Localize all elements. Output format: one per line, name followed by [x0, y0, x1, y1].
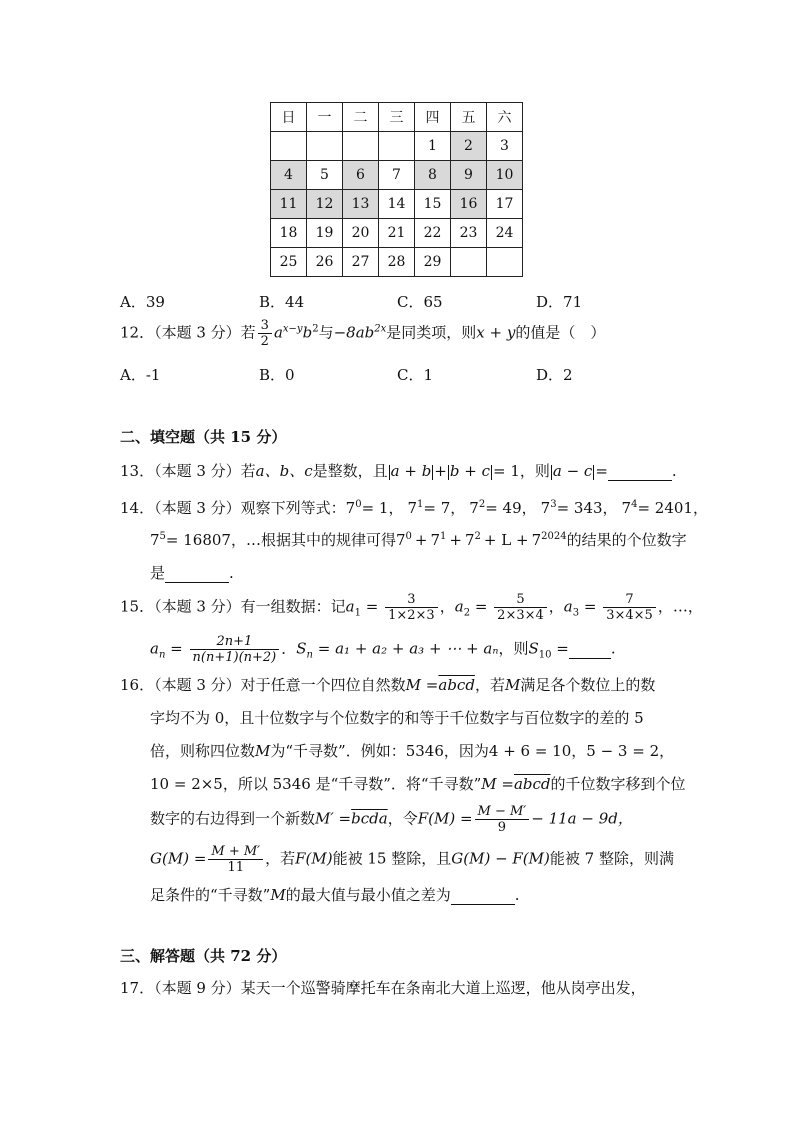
calendar-day-cell: 6 [343, 161, 379, 190]
q12-option-c: C．1 [397, 366, 434, 384]
q15-a3: a [563, 597, 573, 616]
calendar-weekday-header: 六 [487, 103, 523, 132]
calendar-day-cell: 27 [343, 248, 379, 277]
q16-l3-M: M [255, 742, 271, 760]
q16-l5-frac [475, 804, 530, 835]
q15-a1-num: 3 [385, 592, 438, 608]
q16-l3b: 为“千寻数”．例如：5346，因为 [270, 742, 489, 760]
calendar-day-cell: 15 [415, 190, 451, 219]
q11-option-b: B．44 [259, 293, 305, 311]
q15-a2-den: 2×3×4 [497, 608, 544, 623]
calendar-day-cell: 25 [271, 248, 307, 277]
calendar-header-row [271, 103, 523, 132]
q16-l6b: 能被 15 整除，且 [332, 849, 452, 868]
q12-suffix2: 的值是（ ） [515, 323, 606, 342]
q14-sum-base: 7 [430, 531, 441, 549]
q16-l6a: ，若 [265, 849, 296, 868]
q15-line2: $a_n$ = $\frac{2n+1}{n(n+1)(n+2)}$ ．$S_n = a_1 + a_2 + a_3$ + ⋯ + aₙ，则$S_{10}$ = . [150, 634, 616, 665]
q14-text: …根据其中的规律可得 [245, 531, 396, 549]
q15-a3-sub: 3 [572, 607, 580, 619]
q16-l4-e: 10 = 2×5 [150, 775, 223, 793]
q14-sum-exp: 2 [474, 531, 481, 542]
q14-sum-operator: + [449, 531, 462, 549]
q16-line1 [120, 674, 655, 695]
q16-line2: 字均不为 0，且十位数字与个位数字的和等于千位数字与百位数字的差的 5 [150, 709, 644, 727]
q14-sum-operator: + L + [483, 531, 529, 549]
calendar-weekday-header: 五 [451, 103, 487, 132]
q16-l5b: ，令 [387, 809, 418, 828]
q15-an-den: n(n+1)(n+2) [192, 650, 277, 665]
q16-l6c: 能被 7 整除，则满 [549, 849, 674, 868]
q12-term2: −8ab [333, 323, 375, 342]
calendar-weekday-header: 日 [271, 103, 307, 132]
q15-an-num: 2n+1 [190, 634, 280, 650]
calendar-day-cell: 19 [307, 219, 343, 248]
calendar-day-cell [307, 132, 343, 161]
q16-l4-M: M = [481, 775, 514, 793]
calendar-day-cell: 17 [487, 190, 523, 219]
calendar-day-cell: 18 [271, 219, 307, 248]
calendar-day-cell: 29 [415, 248, 451, 277]
calendar-weekday-header: 二 [343, 103, 379, 132]
calendar-day-cell: 22 [415, 219, 451, 248]
calendar-week-row [271, 190, 523, 219]
q12-prefix: 12．（本题 3 分）若 [120, 323, 256, 342]
q14-line2-end: 的结果的个位数字 [566, 531, 687, 549]
q14-sum-exp: 2024 [541, 531, 567, 542]
q16-l5-tail: − 11a − 9d， [531, 809, 633, 828]
q14-line3 [150, 562, 234, 583]
q16-line7 [150, 884, 520, 905]
calendar-day-cell [343, 132, 379, 161]
q12-mid: 与 [318, 323, 334, 342]
q14-eq-exp: 2 [478, 499, 486, 510]
q13-plus: + [434, 462, 447, 480]
q12-option-a: A．-1 [120, 366, 161, 384]
q15-a2: a [454, 597, 464, 616]
q16-l5a: 数字的右边得到一个新数 [150, 809, 316, 828]
calendar-day-cell [451, 248, 487, 277]
q13-eq1: = 1，则 [492, 462, 550, 480]
q14-equations [346, 499, 712, 517]
q12-term1-exp: x−y [282, 323, 303, 335]
calendar-day-cell: 11 [271, 190, 307, 219]
q16-l6-GF: G(M) − F(M) [451, 849, 550, 868]
q12-term2-exp: 2x [374, 323, 387, 335]
q17-stem: 17．（本题 9 分）某天一个巡警骑摩托车在条南北大道上巡逻，他从岗亭出发， [120, 979, 646, 997]
q15-prefix: 15．（本题 3 分）有一组数据：记 [120, 597, 346, 616]
q16-l5-F: F(M) = [417, 809, 473, 828]
q14-answer-blank[interactable] [165, 564, 229, 583]
calendar-week-row [271, 132, 523, 161]
q12-fraction [258, 318, 272, 349]
q12-expr: x + y [476, 323, 516, 342]
q14-line2 [150, 529, 687, 550]
q12-option-b: B．0 [259, 366, 295, 384]
calendar-weekday-header: 三 [379, 103, 415, 132]
q15-sn-rhs: = a₁ + a₂ + a₃ + ⋯ + aₙ [317, 639, 499, 658]
q14-prefix: 14．（本题 3 分）观察下列等式： [120, 499, 346, 517]
calendar-day-cell [487, 248, 523, 277]
q12-term1-b: b [302, 323, 313, 342]
calendar-week-row [271, 219, 523, 248]
q15-then: ，则 [498, 639, 529, 658]
q14-sum-operator: + [414, 531, 428, 549]
q16-l6-den: 11 [227, 860, 245, 875]
q14-line3-text: 是 [150, 564, 166, 582]
q13-end: . [671, 462, 677, 480]
q16-l1a: 16．（本题 3 分）对于任意一个四位自然数 [120, 676, 406, 694]
q16-l4a: ，所以 5346 是“千寻数”．将“千寻数” [222, 775, 482, 793]
calendar-day-cell: 7 [379, 161, 415, 190]
q16-answer-blank[interactable] [451, 886, 515, 905]
q13-vars: a、b、c [255, 462, 313, 480]
calendar-day-cell: 20 [343, 219, 379, 248]
q12-term1: a [273, 323, 283, 342]
calendar-week-row [271, 248, 523, 277]
q14-eq-base: 7 [407, 499, 418, 517]
q13-eq2: = [595, 462, 608, 480]
q16-l4b: 的千位数字移到个位 [550, 775, 686, 793]
q12-stem [120, 318, 605, 349]
q15-an: a [150, 639, 159, 658]
calendar-day-cell: 5 [307, 161, 343, 190]
q15-a3-frac [603, 592, 656, 623]
calendar-table [270, 102, 523, 277]
q15-an-frac [190, 634, 280, 665]
calendar-weekday-header: 四 [415, 103, 451, 132]
q16-line3 [150, 740, 674, 761]
q14-eq-exp: 3 [550, 499, 557, 510]
q14-eq-base: 7 [621, 499, 632, 517]
q13-stem [120, 460, 677, 481]
q14-sum-base: 7 [531, 531, 542, 549]
q14-eq-exp: 0 [355, 499, 362, 510]
q16-l6-F: F(M) [295, 849, 333, 868]
q11-option-a: A．39 [120, 293, 165, 311]
q16-l6-G: G(M) = [150, 849, 207, 868]
calendar-day-cell: 28 [379, 248, 415, 277]
q12-suffix1: 是同类项，则 [386, 323, 477, 342]
q15-a2-frac [494, 592, 547, 623]
calendar-day-cell: 10 [487, 161, 523, 190]
q15-an-sub: n [158, 649, 166, 661]
q15-answer-blank[interactable] [569, 640, 611, 659]
calendar-day-cell: 24 [487, 219, 523, 248]
q15-a1-frac [385, 592, 438, 623]
abs-bar [448, 465, 449, 480]
abs-bar [551, 465, 552, 480]
calendar-weekday-header: 一 [307, 103, 343, 132]
q16-l1b: ，若 [474, 676, 505, 694]
q11-option-c: C．65 [397, 293, 443, 311]
calendar-day-cell: 16 [451, 190, 487, 219]
calendar-day-cell: 3 [487, 132, 523, 161]
q12-option-d: D．2 [536, 366, 573, 384]
q14-eq5-result: = 16807， [165, 531, 246, 549]
q15-a1-den: 1×2×3 [388, 608, 435, 623]
section-2-heading: 二、填空题（共 15 分） [120, 428, 287, 446]
q14-sum-base: 7 [396, 531, 406, 549]
q12-term1-b-exp: 2 [312, 323, 319, 335]
q16-l3-e1: 4 + 6 = 10 [488, 742, 572, 760]
q14-sum-exp: 0 [405, 531, 412, 542]
q13-expr3: a − c [552, 462, 593, 480]
q14-sum-expression [396, 531, 567, 549]
q14-line1 [120, 497, 712, 518]
q13-prefix: 13．（本题 3 分）若 [120, 462, 256, 480]
q16-l1-M: M = [405, 676, 439, 694]
q14-eq-base: 7 [345, 499, 356, 517]
calendar-day-cell: 14 [379, 190, 415, 219]
q16-l5-bcda: bcda [351, 809, 388, 828]
q14-eq-base: 7 [540, 499, 551, 517]
q12-frac-num: 3 [258, 318, 272, 334]
q16-l7-end: . [514, 886, 520, 904]
calendar-day-cell: 2 [451, 132, 487, 161]
calendar-day-cell: 4 [271, 161, 307, 190]
q15-s10-sub: 10 [538, 649, 552, 661]
q16-line6 [150, 844, 674, 875]
q14-eq-exp: 1 [417, 499, 424, 510]
q15-line1: 15．（本题 3 分）有一组数据：记$a_1$ = $\frac{3}{1\times 2\times 3}$ ，$a_2$ = $\frac{5}{2\times 3\times 4}$ ，$a_3$ = $\frac{7}{3\times 4\times 5}$ ，…， [120, 592, 703, 623]
q14-eq-result: = 343， [556, 499, 618, 517]
abs-bar [389, 465, 390, 480]
q15-end: . [610, 639, 616, 658]
section-3-heading: 三、解答题（共 72 分） [120, 947, 287, 965]
calendar-week-row [271, 161, 523, 190]
q15-dots: ，…， [657, 597, 703, 616]
q16-l3a: 倍，则称四位数 [150, 742, 256, 760]
calendar-day-cell: 9 [451, 161, 487, 190]
q15-a3-num: 7 [603, 592, 656, 608]
q14-eq-base: 7 [469, 499, 479, 517]
q13-mid: 是整数，且 [312, 462, 388, 480]
calendar-day-cell: 26 [307, 248, 343, 277]
calendar-day-cell [379, 132, 415, 161]
q16-l1-abcd: abcd [438, 676, 475, 694]
q16-l4-abcd: abcd [513, 775, 551, 793]
q12-frac-den: 2 [260, 334, 269, 349]
q11-option-d: D．71 [536, 293, 583, 311]
q16-l5-Mprime: M′ = [315, 809, 352, 828]
q14-eq-result: = 7， [423, 499, 466, 517]
q16-l5-num: M − M′ [475, 804, 530, 820]
q14-eq-exp: 4 [631, 499, 638, 510]
calendar-day-cell: 8 [415, 161, 451, 190]
q16-l7a: 足条件的“千寻数” [150, 886, 271, 904]
q16-l6-num: M + M′ [208, 844, 263, 860]
q15-eq: = [556, 639, 569, 658]
q16-l1-M2: M [504, 676, 521, 694]
q15-sn-sub: n [306, 649, 313, 661]
q16-l5-den: 9 [497, 820, 507, 835]
calendar-day-cell: 12 [307, 190, 343, 219]
q16-l1c: 满足各个数位上的数 [520, 676, 656, 694]
q15-a1-sub: 1 [354, 607, 361, 619]
q16-line5 [150, 804, 633, 835]
q16-line4 [150, 773, 686, 794]
calendar-day-cell: 13 [343, 190, 379, 219]
calendar-body [271, 132, 523, 277]
q15-a3-den: 3×4×5 [606, 608, 653, 623]
q16-l7-M: M [270, 886, 286, 904]
q14-sum-base: 7 [465, 531, 475, 549]
q14-eq5-base: 7 [150, 531, 160, 549]
q15-sn: S [296, 639, 307, 658]
q13-expr1: a + b [390, 462, 432, 480]
q14-sum-exp: 1 [440, 531, 447, 542]
q14-eq-result: = 2401， [637, 499, 708, 517]
q13-answer-blank[interactable] [608, 462, 672, 481]
q15-s10: S [528, 639, 539, 658]
q14-line3-end: . [229, 564, 234, 582]
q14-eq-result: = 49， [485, 499, 537, 517]
calendar-day-cell: 1 [415, 132, 451, 161]
q15-a2-num: 5 [494, 592, 547, 608]
calendar-day-cell [271, 132, 307, 161]
calendar-day-cell: 21 [379, 219, 415, 248]
q16-l7b: 的最大值与最小值之差为 [285, 886, 451, 904]
abs-bar [491, 465, 492, 480]
q14-eq-result: = 1， [361, 499, 404, 517]
q14-eq5-exp: 5 [159, 531, 166, 542]
q16-l6-frac [208, 844, 263, 875]
calendar-day-cell: 23 [451, 219, 487, 248]
q16-l3-e2: ，5 − 3 = 2， [571, 742, 675, 760]
q15-a2-sub: 2 [463, 607, 471, 619]
q15-a1: a [345, 597, 355, 616]
q13-expr2: b + c [449, 462, 490, 480]
